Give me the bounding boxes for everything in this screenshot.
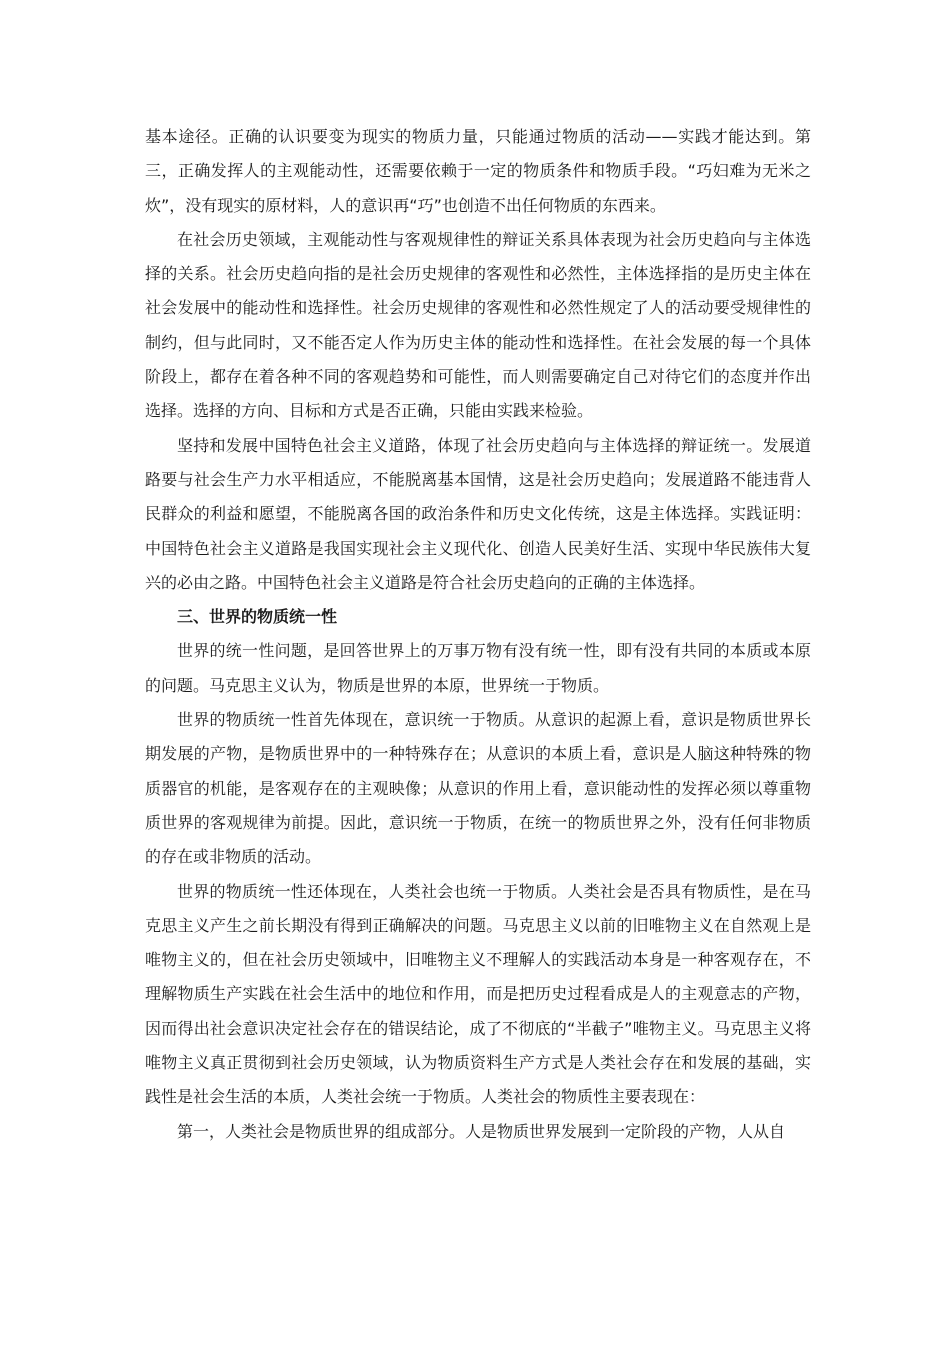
paragraph-continuation: 基本途径。正确的认识要变为现实的物质力量，只能通过物质的活动——实践才能达到。第三，正确发挥人的主观能动性，还需要依赖于一定的物质条件和物质手段。“巧妇难为无米之炊”，没有现实的原材料，人的意识再“巧”也创造不出任何物质的东西来。	[145, 127, 811, 215]
paragraph-consciousness-unity: 世界的物质统一性首先体现在，意识统一于物质。从意识的起源上看，意识是物质世界长期发展的产物，是物质世界中的一种特殊存在；从意识的本质上看，意识是人脑这种特殊的物质器官的机能，是客观存在的主观映像；从意识的作用上看，意识能动性的发挥必须以尊重物质世界的客观规律为前提。因此，意识统一于物质，在统一的物质世界之外，没有任何非物质的存在或非物质的活动。	[145, 710, 811, 867]
section-heading: 三、世界的物质统一性	[177, 607, 338, 627]
paragraph-socialist-road: 坚持和发展中国特色社会主义道路，体现了社会历史趋向与主体选择的辩证统一。发展道路要与社会生产力水平相适应，不能脱离基本国情，这是社会历史趋向；发展道路不能违背人民群众的利益和愿望，不能脱离各国的政治条件和历史文化传统，这是主体选择。实践证明：中国特色社会主义道路是我国实现社会主义现代化、创造人民美好生活、实现中华民族伟大复兴的必由之路。中国特色社会主义道路是符合社会历史趋向的正确的主体选择。	[145, 435, 811, 592]
paragraph-first-point: 第一，人类社会是物质世界的组成部分。人是物质世界发展到一定阶段的产物，人从自	[177, 1121, 786, 1141]
paragraph-society-unity: 世界的物质统一性还体现在，人类社会也统一于物质。人类社会是否具有物质性，是在马克思主义产生之前长期没有得到正确解决的问题。马克思主义以前的旧唯物主义在自然观上是唯物主义的，但在社会历史领域中，旧唯物主义不理解人的实践活动本身是一种客观存在，不理解物质生产实践在社会生活中的地位和作用，而是把历史过程看成是人的主观意志的产物，因而得出社会意识决定社会存在的错误结论，成了不彻底的“半截子”唯物主义。马克思主义将唯物主义真正贯彻到社会历史领域，认为物质资料生产方式是人类社会存在和发展的基础，实践性是社会生活的本质，人类社会统一于物质。人类社会的物质性主要表现在：	[145, 881, 811, 1107]
body-text	[145, 120, 811, 1149]
paragraph-world-unity: 世界的统一性问题，是回答世界上的万事万物有没有统一性，即有没有共同的本质或本原的问题。马克思主义认为，物质是世界的本原，世界统一于物质。	[145, 641, 811, 695]
paragraph-social-history-trend: 在社会历史领域，主观能动性与客观规律性的辩证关系具体表现为社会历史趋向与主体选择的关系。社会历史趋向指的是社会历史规律的客观性和必然性，主体选择指的是历史主体在社会发展中的能动性和选择性。社会历史规律的客观性和必然性规定了人的活动要受规律性的制约，但与此同时，又不能否定人作为历史主体的能动性和选择性。在社会发展的每一个具体阶段上，都存在着各种不同的客观趋势和可能性，而人则需要确定自己对待它们的态度并作出选择。选择的方向、目标和方式是否正确，只能由实践来检验。	[145, 229, 811, 421]
